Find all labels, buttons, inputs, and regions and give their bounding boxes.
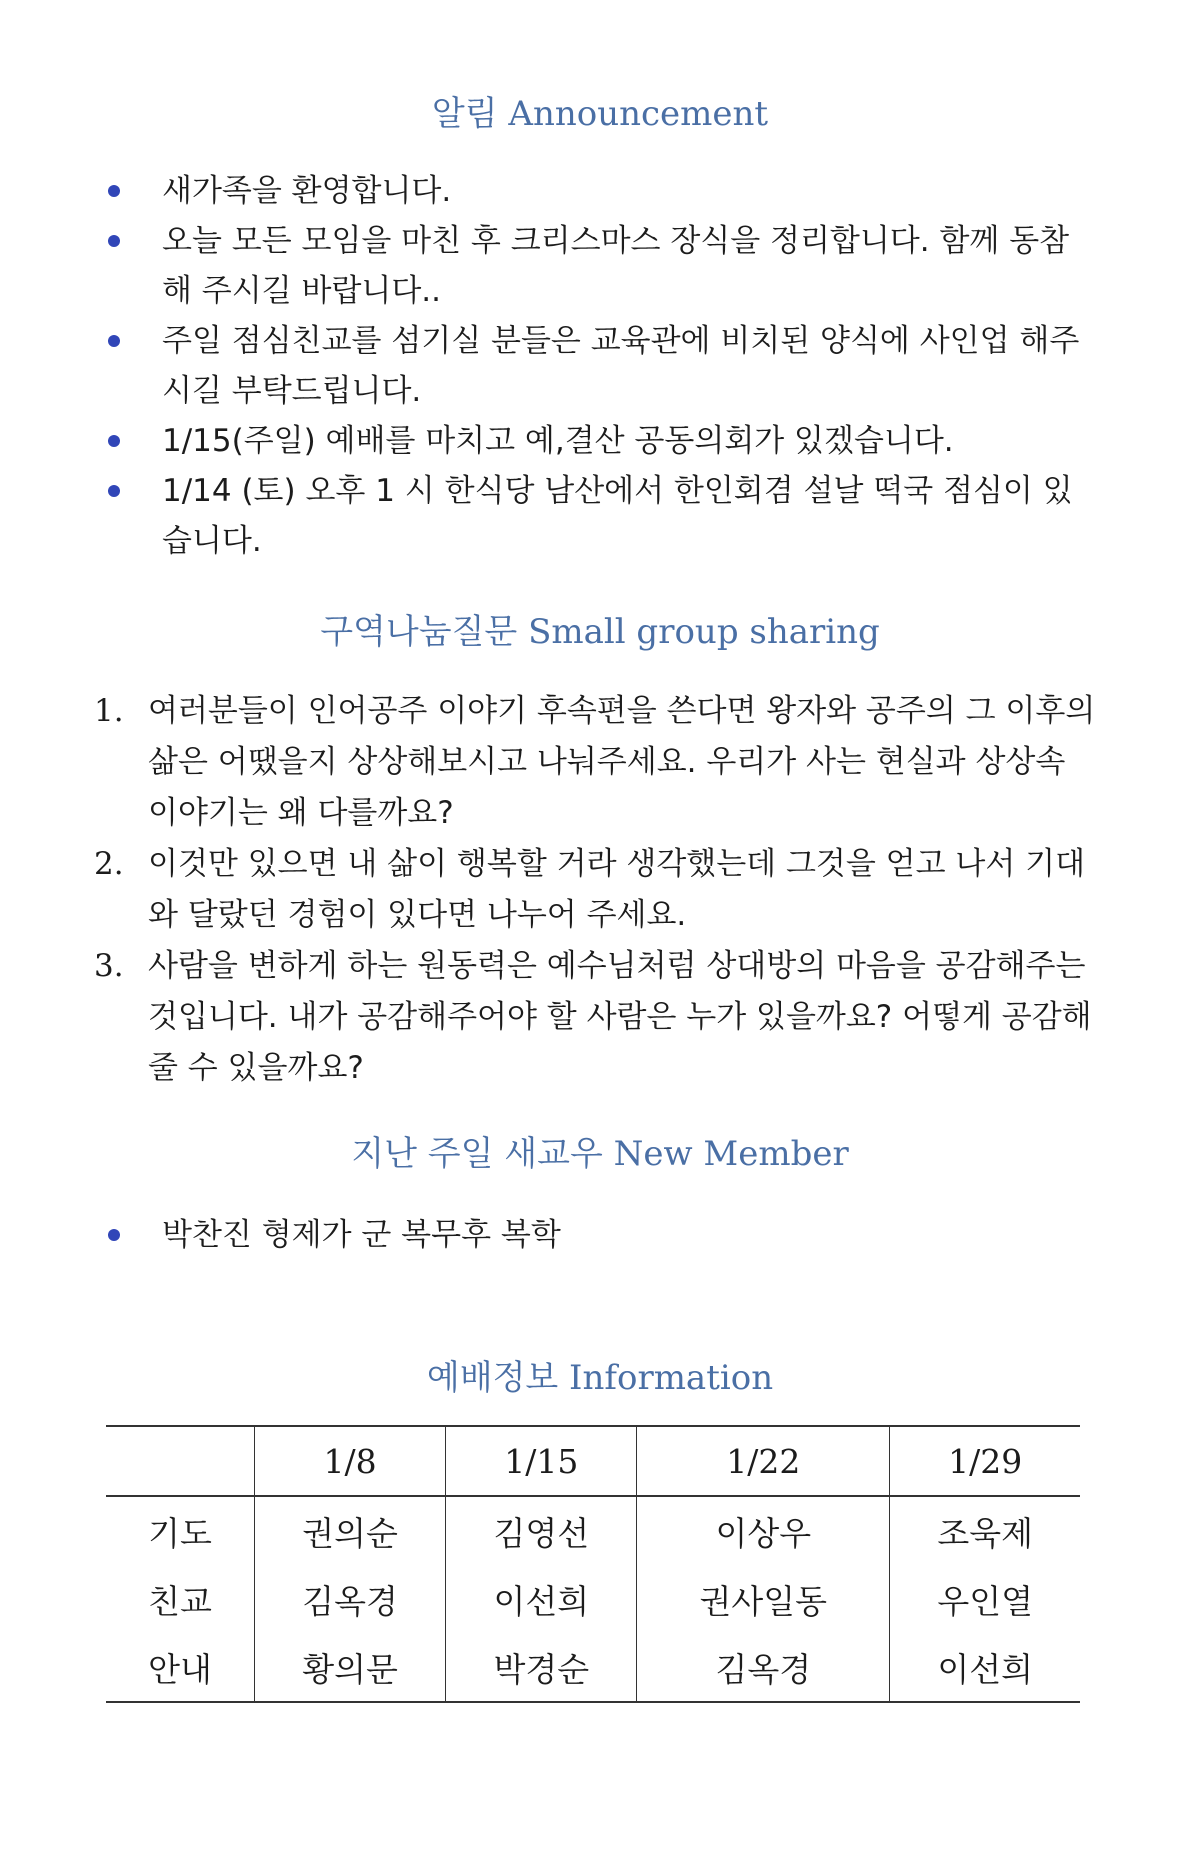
- table-cell: 권의순: [255, 1496, 446, 1565]
- date-header: 1/22: [637, 1426, 890, 1496]
- row-label: 안내: [106, 1633, 255, 1702]
- sharing-question: 2. 이것만 있으면 내 삶이 행복할 거라 생각했는데 그것을 얻고 나서 기대와 달랐던 경험이 있다면 나누어 주세요.: [0, 839, 1200, 941]
- question-number: 2.: [94, 846, 124, 882]
- table-cell: 이선희: [890, 1633, 1080, 1702]
- table-row: [106, 1633, 1080, 1702]
- bullet-dot-icon: [108, 185, 120, 197]
- row-label: 친교: [148, 1581, 212, 1621]
- bullet-dot-icon: [108, 335, 120, 347]
- table-cell: 김영선: [446, 1496, 637, 1565]
- announcement-item: 주일 점심친교를 섬기실 분들은 교육관에 비치된 양식에 사인업 해주시길 부탁드립니다.: [0, 316, 1200, 416]
- information-title: 예배정보 Information: [426, 1358, 774, 1398]
- date-header: 1/29: [890, 1426, 1080, 1496]
- bullet-dot-icon: [108, 435, 120, 447]
- announcement-item: 1/14 (토) 오후 1 시 한식당 남산에서 한인회겸 설날 떡국 점심이 있습니다.: [0, 466, 1200, 566]
- table-corner-cell: [106, 1426, 255, 1496]
- new-member-title: 지난 주일 새교우 New Member: [351, 1134, 849, 1174]
- announcement-item: 1/15(주일) 예배를 마치고 예,결산 공동의회가 있겠습니다.: [0, 416, 1200, 466]
- table-cell: 김옥경: [637, 1633, 890, 1702]
- bullet-dot-icon: [108, 485, 120, 497]
- announcement-item: 오늘 모든 모임을 마친 후 크리스마스 장식을 정리합니다. 함께 동참해 주시길 바랍니다..: [0, 216, 1200, 316]
- sharing-question: 1. 여러분들이 인어공주 이야기 후속편을 쓴다면 왕자와 공주의 그 이후의 삶은 어땠을지 상상해보시고 나눠주세요. 우리가 사는 현실과 상상속 이야기는 왜 다를까요?: [0, 686, 1200, 839]
- table-cell: 이상우: [637, 1496, 890, 1565]
- date-header: 1/8: [255, 1426, 446, 1496]
- service-info-table: [106, 1425, 1080, 1703]
- table-row: [106, 1496, 1080, 1565]
- table-cell: 황의문: [255, 1633, 446, 1702]
- table-cell: 권사일동: [637, 1565, 890, 1633]
- date-header: 1/15: [446, 1426, 637, 1496]
- new-member-item: 박찬진 형제가 군 복무후 복학: [0, 1210, 1200, 1260]
- table-header-row: [106, 1426, 1080, 1496]
- table-cell: 이선희: [446, 1565, 637, 1633]
- announcement-list: [0, 166, 1200, 566]
- question-number: 3.: [94, 948, 124, 984]
- sharing-title: 구역나눔질문 Small group sharing: [320, 612, 880, 652]
- new-member-list: [0, 1210, 1200, 1260]
- table-cell: 조욱제: [890, 1496, 1080, 1565]
- table-cell: 박경순: [446, 1633, 637, 1702]
- table-row: [106, 1565, 1080, 1633]
- question-number: 1.: [94, 693, 124, 729]
- sharing-questions: [0, 686, 1200, 1094]
- bullet-dot-icon: [108, 1229, 120, 1241]
- bullet-dot-icon: [108, 235, 120, 247]
- table-cell: 김옥경: [255, 1565, 446, 1633]
- announcement-item: 새가족을 환영합니다.: [0, 166, 1200, 216]
- sharing-question: 3. 사람을 변하게 하는 원동력은 예수님처럼 상대방의 마음을 공감해주는 것입니다. 내가 공감해주어야 할 사람은 누가 있을까요? 어떻게 공감해 줄 수 있을까요?: [0, 941, 1200, 1094]
- announcement-title: 알림 Announcement: [431, 94, 769, 134]
- row-label: 기도: [148, 1513, 212, 1553]
- table-cell: 우인열: [890, 1565, 1080, 1633]
